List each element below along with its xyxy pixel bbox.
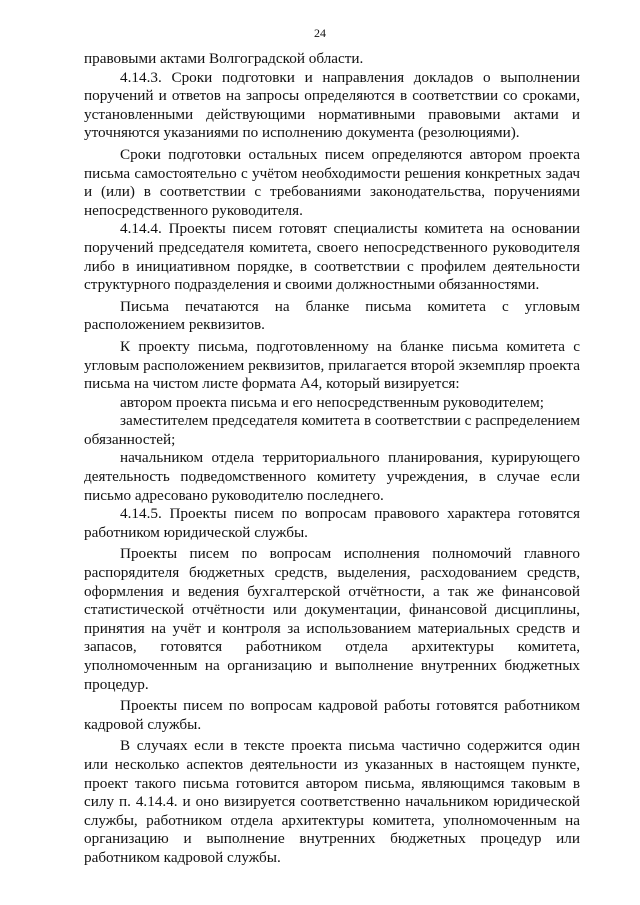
- paragraph: 4.14.3. Сроки подготовки и направления докладов о выполнении поручений и ответов на запросы определяются в соответствии со сроками, установленными действующими нормативными правовыми актами и уточняются указаниями по исполнению документа (резолюциями).: [84, 68, 580, 142]
- paragraph: Проекты писем по вопросам исполнения полномочий главного распорядителя бюджетных средств, выделения, расходованием средств, оформления и ведения бухгалтерской отчётности, а так же финансовой статистической отчётности или документации, финансовой дисциплины, принятия на учёт и контроля за использованием материальных средств и запасов, готовятся работником отдела архитектуры комитета, уполномоченным на организацию и выполнение внутренних бюджетных процедур.: [84, 545, 580, 693]
- page-number: 24: [314, 26, 326, 40]
- paragraph: В случаях если в тексте проекта письма частично содержится один или несколько аспектов деятельности из указанных в настоящем пункте, проект такого письма готовится автором письма, являющимся таковым в силу п. 4.14.4. и оно визируется соответственно начальником юридической службы, работником отдела архитектуры комитета, уполномоченным на организацию и выполнение внутренних бюджетных процедур или работником кадровой службы.: [84, 737, 580, 866]
- paragraph: Письма печатаются на бланке письма комитета с угловым расположением реквизитов.: [84, 297, 580, 334]
- paragraph: начальником отдела территориального планирования, курирующего деятельность подведомственного комитету учреждения, в случае если письмо адресовано руководителю последнего.: [84, 449, 580, 504]
- paragraph: правовыми актами Волгоградской области.: [84, 50, 364, 67]
- paragraph: автором проекта письма и его непосредственным руководителем;: [120, 393, 544, 411]
- paragraph: Проекты писем по вопросам кадровой работы готовятся работником кадровой службы.: [84, 697, 580, 733]
- paragraph: заместителем председателя комитета в соответствии с распределением обязанностей;: [84, 412, 580, 448]
- paragraph: 4.14.5. Проекты писем по вопросам правового характера готовятся работником юридической службы.: [84, 505, 580, 541]
- paragraph: Сроки подготовки остальных писем определяются автором проекта письма самостоятельно с учётом необходимости решения конкретных задач и (или) в соответствии с требованиями законодательства, поручениями непосредственного руководителя.: [84, 145, 580, 219]
- paragraph: К проекту письма, подготовленному на бланке письма комитета с угловым расположением реквизитов, прилагается второй экземпляр проекта письма на чистом листе формата А4, который визируется:: [84, 337, 580, 393]
- paragraph: 4.14.4. Проекты писем готовят специалисты комитета на основании поручений председателя комитета, своего непосредственного руководителя либо в инициативном порядке, в соответствии с профилем деятельности структурного подразделения и своими должностными обязанностями.: [84, 220, 580, 294]
- document-body: [84, 50, 580, 868]
